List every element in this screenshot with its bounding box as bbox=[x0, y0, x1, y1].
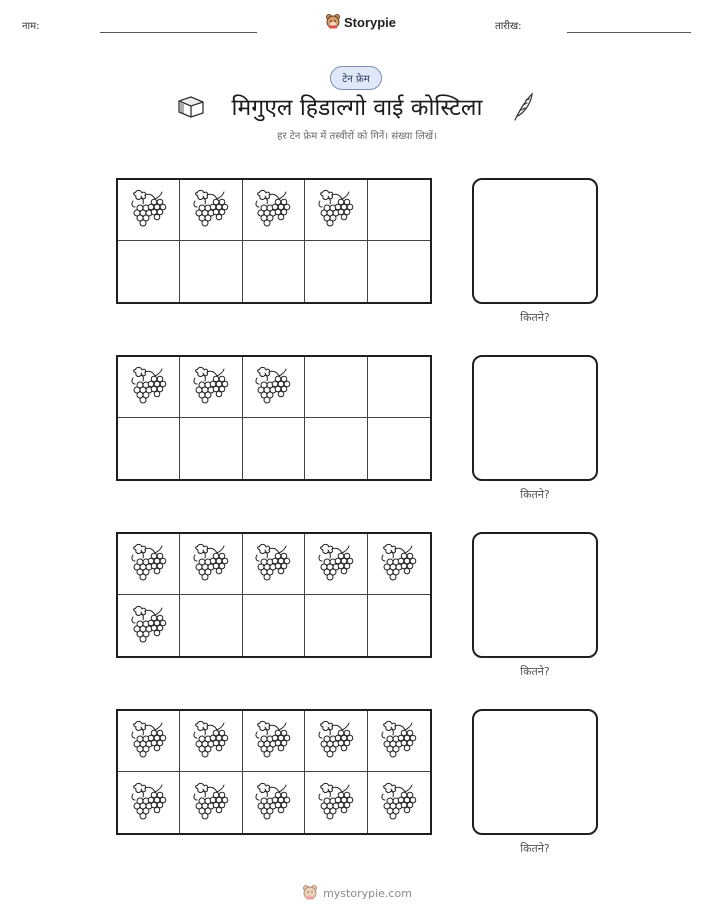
frame-cell bbox=[180, 595, 242, 656]
grapes-icon bbox=[129, 364, 169, 410]
frame-cell bbox=[305, 595, 367, 656]
grapes-icon bbox=[191, 541, 231, 587]
frame-cell bbox=[243, 534, 305, 595]
grapes-icon bbox=[129, 603, 169, 649]
frame-cell bbox=[180, 772, 242, 833]
grapes-icon bbox=[253, 780, 293, 826]
ten-frame bbox=[116, 709, 432, 835]
frame-cell bbox=[118, 241, 180, 302]
grapes-icon bbox=[129, 187, 169, 233]
date-line[interactable] bbox=[567, 32, 691, 33]
frame-cell bbox=[118, 534, 180, 595]
bear-mascot-icon bbox=[325, 13, 341, 32]
bear-mascot-icon bbox=[302, 884, 318, 903]
frame-cell bbox=[118, 772, 180, 833]
topic-badge: टेन फ्रेम bbox=[330, 66, 382, 90]
frame-cell bbox=[368, 711, 430, 772]
grapes-icon bbox=[253, 187, 293, 233]
grapes-icon bbox=[191, 364, 231, 410]
brand-logo bbox=[325, 13, 396, 32]
grapes-icon bbox=[316, 541, 356, 587]
frame-cell bbox=[118, 180, 180, 241]
answer-box[interactable] bbox=[472, 709, 598, 835]
instructions: हर टेन फ्रेम में तस्वीरों को गिनें। संख्या लिखें। bbox=[277, 131, 437, 142]
grapes-icon bbox=[379, 541, 419, 587]
grapes-icon bbox=[191, 718, 231, 764]
frame-cell bbox=[305, 418, 367, 479]
frame-cell bbox=[118, 595, 180, 656]
frame-cell bbox=[118, 711, 180, 772]
frame-cell bbox=[243, 595, 305, 656]
frame-cell bbox=[368, 241, 430, 302]
answer-label: कितने? bbox=[520, 665, 550, 678]
grapes-icon bbox=[129, 780, 169, 826]
frame-cell bbox=[180, 241, 242, 302]
name-line[interactable] bbox=[100, 32, 257, 33]
frame-cell bbox=[368, 357, 430, 418]
grapes-icon bbox=[129, 718, 169, 764]
frame-cell bbox=[305, 241, 367, 302]
answer-box[interactable] bbox=[472, 178, 598, 304]
answer-label: कितने? bbox=[520, 842, 550, 855]
grapes-icon bbox=[316, 780, 356, 826]
frame-cell bbox=[305, 534, 367, 595]
frame-cell bbox=[305, 357, 367, 418]
frame-cell bbox=[243, 711, 305, 772]
grapes-icon bbox=[129, 541, 169, 587]
ten-frame bbox=[116, 532, 432, 658]
grapes-icon bbox=[316, 718, 356, 764]
grapes-icon bbox=[316, 187, 356, 233]
frame-cell bbox=[243, 418, 305, 479]
grapes-icon bbox=[191, 187, 231, 233]
ten-frame bbox=[116, 355, 432, 481]
frame-cell bbox=[180, 180, 242, 241]
frame-cell bbox=[243, 772, 305, 833]
frame-cell bbox=[305, 711, 367, 772]
frame-cell bbox=[180, 711, 242, 772]
page-title: मिगुएल हिडाल्गो वाई कोस्टिला bbox=[231, 95, 483, 121]
ten-frame bbox=[116, 178, 432, 304]
frame-cell bbox=[368, 772, 430, 833]
grapes-icon bbox=[253, 718, 293, 764]
grapes-icon bbox=[253, 364, 293, 410]
answer-box[interactable] bbox=[472, 355, 598, 481]
brand-name: Storypie bbox=[344, 15, 397, 30]
answer-label: कितने? bbox=[520, 488, 550, 501]
frame-cell bbox=[368, 418, 430, 479]
frame-cell bbox=[368, 534, 430, 595]
frame-cell bbox=[243, 357, 305, 418]
name-label: नाम: bbox=[22, 21, 40, 32]
grapes-icon bbox=[191, 780, 231, 826]
grapes-icon bbox=[253, 541, 293, 587]
frame-cell bbox=[368, 595, 430, 656]
frame-cell bbox=[243, 180, 305, 241]
frame-cell bbox=[243, 241, 305, 302]
date-label: तारीख: bbox=[495, 21, 522, 32]
grapes-icon bbox=[379, 718, 419, 764]
frame-cell bbox=[180, 534, 242, 595]
footer-url[interactable]: mystorypie.com bbox=[323, 887, 412, 900]
answer-box[interactable] bbox=[472, 532, 598, 658]
grapes-icon bbox=[379, 780, 419, 826]
frame-cell bbox=[118, 357, 180, 418]
frame-cell bbox=[368, 180, 430, 241]
answer-label: कितने? bbox=[520, 311, 550, 324]
frame-cell bbox=[118, 418, 180, 479]
feather-quill-icon bbox=[512, 92, 534, 126]
frame-cell bbox=[305, 180, 367, 241]
footer bbox=[0, 884, 714, 903]
frame-cell bbox=[180, 418, 242, 479]
frame-cell bbox=[305, 772, 367, 833]
frame-cell bbox=[180, 357, 242, 418]
